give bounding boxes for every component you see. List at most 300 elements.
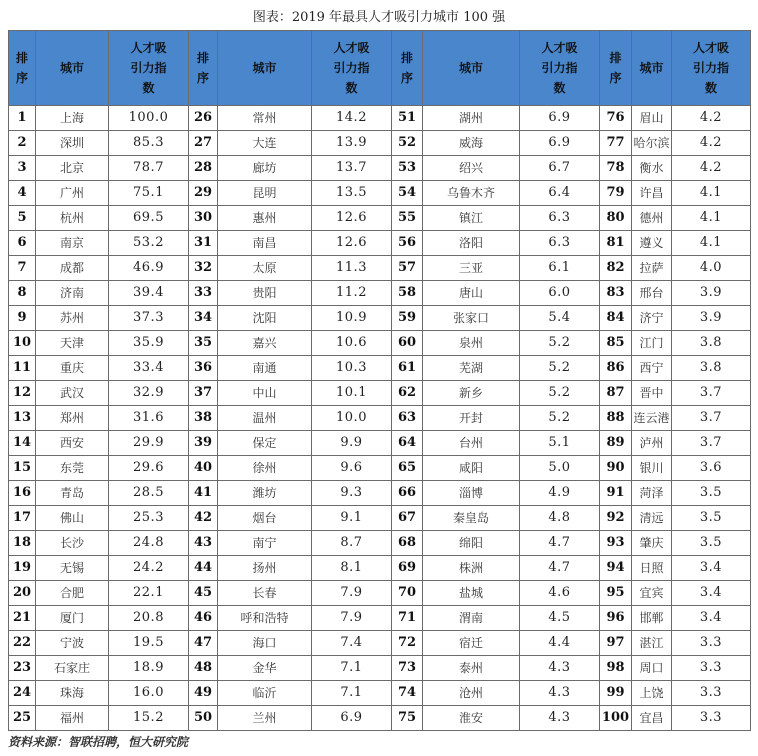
score-cell: 11.2 [312,281,392,306]
score-cell: 24.8 [109,531,189,556]
rank-cell: 24 [9,681,36,706]
rank-cell: 32 [189,256,218,281]
city-cell: 台州 [423,431,520,456]
city-cell: 湛江 [632,631,672,656]
score-cell: 3.9 [672,281,751,306]
score-cell: 13.7 [312,156,392,181]
city-cell: 张家口 [423,306,520,331]
score-cell: 18.9 [109,656,189,681]
score-cell: 10.3 [312,356,392,381]
table-row [9,156,751,181]
city-cell: 芜湖 [423,356,520,381]
score-cell: 3.5 [672,531,751,556]
city-cell: 沈阳 [218,306,312,331]
table-row [9,256,751,281]
header-score: 人才吸 引力指 数 [109,31,189,106]
table-row [9,231,751,256]
rank-cell: 27 [189,131,218,156]
score-cell: 10.6 [312,331,392,356]
table-row [9,556,751,581]
score-cell: 6.4 [520,181,600,206]
rank-cell: 33 [189,281,218,306]
rank-cell: 62 [392,381,423,406]
rank-cell: 59 [392,306,423,331]
score-cell: 4.2 [672,156,751,181]
rank-cell: 93 [600,531,632,556]
table-row [9,306,751,331]
rank-cell: 69 [392,556,423,581]
rank-cell: 22 [9,631,36,656]
score-cell: 5.2 [520,331,600,356]
city-cell: 三亚 [423,256,520,281]
score-cell: 7.1 [312,656,392,681]
rank-cell: 90 [600,456,632,481]
rank-cell: 12 [9,381,36,406]
score-cell: 32.9 [109,381,189,406]
header-city: 城市 [632,31,672,106]
score-cell: 9.6 [312,456,392,481]
table-row [9,331,751,356]
city-cell: 保定 [218,431,312,456]
city-cell: 济宁 [632,306,672,331]
rank-cell: 82 [600,256,632,281]
city-cell: 石家庄 [36,656,109,681]
score-cell: 6.9 [520,106,600,131]
rank-cell: 6 [9,231,36,256]
city-cell: 合肥 [36,581,109,606]
score-cell: 8.7 [312,531,392,556]
rank-cell: 77 [600,131,632,156]
header-rank: 排 序 [9,31,36,106]
score-cell: 4.8 [520,506,600,531]
city-cell: 眉山 [632,106,672,131]
score-cell: 6.1 [520,256,600,281]
city-cell: 东莞 [36,456,109,481]
score-cell: 53.2 [109,231,189,256]
city-cell: 沧州 [423,681,520,706]
rank-cell: 30 [189,206,218,231]
score-cell: 4.4 [520,631,600,656]
rank-cell: 79 [600,181,632,206]
rank-cell: 29 [189,181,218,206]
table-row [9,206,751,231]
city-cell: 成都 [36,256,109,281]
city-cell: 渭南 [423,606,520,631]
header-score: 人才吸 引力指 数 [672,31,751,106]
rank-cell: 8 [9,281,36,306]
city-cell: 郑州 [36,406,109,431]
rank-cell: 58 [392,281,423,306]
rank-cell: 89 [600,431,632,456]
table-row [9,631,751,656]
table-body [9,106,751,731]
score-cell: 16.0 [109,681,189,706]
city-cell: 威海 [423,131,520,156]
rank-cell: 88 [600,406,632,431]
city-cell: 天津 [36,331,109,356]
city-cell: 金华 [218,656,312,681]
rank-cell: 99 [600,681,632,706]
city-cell: 长沙 [36,531,109,556]
rank-cell: 50 [189,706,218,731]
score-cell: 25.3 [109,506,189,531]
rank-cell: 64 [392,431,423,456]
score-cell: 3.5 [672,481,751,506]
header-city: 城市 [36,31,109,106]
score-cell: 4.5 [520,606,600,631]
rank-cell: 41 [189,481,218,506]
score-cell: 14.2 [312,106,392,131]
score-cell: 9.1 [312,506,392,531]
city-cell: 海口 [218,631,312,656]
score-cell: 20.8 [109,606,189,631]
score-cell: 3.3 [672,706,751,731]
city-cell: 泰州 [423,656,520,681]
score-cell: 6.9 [520,131,600,156]
city-cell: 常州 [218,106,312,131]
rank-cell: 34 [189,306,218,331]
table-row [9,431,751,456]
city-cell: 邯郸 [632,606,672,631]
table-row [9,606,751,631]
city-cell: 肇庆 [632,531,672,556]
score-cell: 28.5 [109,481,189,506]
rank-cell: 54 [392,181,423,206]
rank-cell: 51 [392,106,423,131]
rank-cell: 81 [600,231,632,256]
city-cell: 太原 [218,256,312,281]
rank-cell: 80 [600,206,632,231]
score-cell: 6.3 [520,231,600,256]
score-cell: 78.7 [109,156,189,181]
table-row [9,131,751,156]
city-cell: 长春 [218,581,312,606]
city-cell: 西宁 [632,356,672,381]
rank-cell: 96 [600,606,632,631]
city-cell: 烟台 [218,506,312,531]
table-row [9,181,751,206]
score-cell: 3.3 [672,631,751,656]
rank-cell: 71 [392,606,423,631]
rank-cell: 78 [600,156,632,181]
score-cell: 24.2 [109,556,189,581]
score-cell: 3.3 [672,681,751,706]
rank-cell: 68 [392,531,423,556]
score-cell: 3.6 [672,456,751,481]
table-row [9,381,751,406]
rank-cell: 95 [600,581,632,606]
city-cell: 洛阳 [423,231,520,256]
score-cell: 4.2 [672,106,751,131]
rank-cell: 57 [392,256,423,281]
score-cell: 5.2 [520,406,600,431]
rank-cell: 60 [392,331,423,356]
city-cell: 深圳 [36,131,109,156]
rank-cell: 46 [189,606,218,631]
rank-cell: 20 [9,581,36,606]
score-cell: 9.9 [312,431,392,456]
score-cell: 35.9 [109,331,189,356]
rank-cell: 1 [9,106,36,131]
rank-cell: 43 [189,531,218,556]
city-cell: 潍坊 [218,481,312,506]
score-cell: 19.5 [109,631,189,656]
score-cell: 3.9 [672,306,751,331]
city-cell: 哈尔滨 [632,131,672,156]
city-cell: 泸州 [632,431,672,456]
score-cell: 5.1 [520,431,600,456]
score-cell: 7.9 [312,606,392,631]
rank-cell: 53 [392,156,423,181]
score-cell: 37.3 [109,306,189,331]
header-rank: 排 序 [392,31,423,106]
rank-cell: 87 [600,381,632,406]
table-row [9,481,751,506]
score-cell: 5.0 [520,456,600,481]
rank-cell: 13 [9,406,36,431]
city-cell: 南昌 [218,231,312,256]
city-cell: 广州 [36,181,109,206]
rank-cell: 28 [189,156,218,181]
city-cell: 唐山 [423,281,520,306]
score-cell: 85.3 [109,131,189,156]
city-cell: 惠州 [218,206,312,231]
rank-cell: 86 [600,356,632,381]
city-cell: 开封 [423,406,520,431]
score-cell: 3.7 [672,381,751,406]
city-cell: 绵阳 [423,531,520,556]
score-cell: 3.8 [672,356,751,381]
rank-cell: 83 [600,281,632,306]
score-cell: 100.0 [109,106,189,131]
score-cell: 4.3 [520,656,600,681]
rank-cell: 25 [9,706,36,731]
rank-cell: 92 [600,506,632,531]
rank-cell: 76 [600,106,632,131]
city-cell: 大连 [218,131,312,156]
score-cell: 10.0 [312,406,392,431]
city-cell: 江门 [632,331,672,356]
rank-cell: 5 [9,206,36,231]
score-cell: 5.4 [520,306,600,331]
score-cell: 69.5 [109,206,189,231]
rank-cell: 26 [189,106,218,131]
rank-cell: 4 [9,181,36,206]
city-cell: 泉州 [423,331,520,356]
rank-cell: 49 [189,681,218,706]
rank-cell: 47 [189,631,218,656]
rank-cell: 70 [392,581,423,606]
rank-cell: 56 [392,231,423,256]
score-cell: 4.6 [520,581,600,606]
source-note: 资料来源：智联招聘，恒大研究院 [8,735,189,749]
city-cell: 宁波 [36,631,109,656]
rank-cell: 23 [9,656,36,681]
rank-cell: 3 [9,156,36,181]
score-cell: 7.9 [312,581,392,606]
rank-cell: 17 [9,506,36,531]
score-cell: 22.1 [109,581,189,606]
header-rank: 排 序 [600,31,632,106]
score-cell: 3.4 [672,606,751,631]
city-cell: 淄博 [423,481,520,506]
city-cell: 秦皇岛 [423,506,520,531]
rank-cell: 74 [392,681,423,706]
table-row [9,356,751,381]
city-cell: 福州 [36,706,109,731]
city-cell: 青岛 [36,481,109,506]
rank-cell: 100 [600,706,632,731]
table-row [9,506,751,531]
rank-cell: 45 [189,581,218,606]
rank-cell: 10 [9,331,36,356]
score-cell: 12.6 [312,206,392,231]
city-cell: 上海 [36,106,109,131]
header-rank: 排 序 [189,31,218,106]
score-cell: 13.9 [312,131,392,156]
city-cell: 德州 [632,206,672,231]
city-cell: 珠海 [36,681,109,706]
rank-cell: 61 [392,356,423,381]
score-cell: 15.2 [109,706,189,731]
score-cell: 10.1 [312,381,392,406]
rank-cell: 39 [189,431,218,456]
score-cell: 9.3 [312,481,392,506]
score-cell: 29.6 [109,456,189,481]
score-cell: 4.1 [672,181,751,206]
city-cell: 温州 [218,406,312,431]
header-city: 城市 [423,31,520,106]
table-row [9,681,751,706]
score-cell: 4.1 [672,231,751,256]
rank-cell: 35 [189,331,218,356]
city-cell: 绍兴 [423,156,520,181]
table-row [9,456,751,481]
city-cell: 晋中 [632,381,672,406]
city-cell: 宜昌 [632,706,672,731]
city-cell: 新乡 [423,381,520,406]
city-cell: 菏泽 [632,481,672,506]
rank-cell: 66 [392,481,423,506]
city-cell: 济南 [36,281,109,306]
table-row [9,706,751,731]
rank-cell: 55 [392,206,423,231]
table-row [9,406,751,431]
score-cell: 46.9 [109,256,189,281]
city-cell: 北京 [36,156,109,181]
rank-cell: 63 [392,406,423,431]
rank-cell: 14 [9,431,36,456]
city-cell: 徐州 [218,456,312,481]
rank-cell: 21 [9,606,36,631]
rank-cell: 11 [9,356,36,381]
city-cell: 湖州 [423,106,520,131]
city-cell: 佛山 [36,506,109,531]
city-cell: 苏州 [36,306,109,331]
score-cell: 5.2 [520,356,600,381]
header-score: 人才吸 引力指 数 [520,31,600,106]
rank-cell: 7 [9,256,36,281]
rank-cell: 18 [9,531,36,556]
city-cell: 许昌 [632,181,672,206]
rank-cell: 38 [189,406,218,431]
score-cell: 12.6 [312,231,392,256]
score-cell: 6.3 [520,206,600,231]
city-cell: 杭州 [36,206,109,231]
score-cell: 3.8 [672,331,751,356]
score-cell: 11.3 [312,256,392,281]
city-cell: 西安 [36,431,109,456]
score-cell: 33.4 [109,356,189,381]
table-row [9,281,751,306]
score-cell: 4.0 [672,256,751,281]
city-cell: 清远 [632,506,672,531]
rank-cell: 97 [600,631,632,656]
table-row [9,531,751,556]
score-cell: 75.1 [109,181,189,206]
score-cell: 3.4 [672,556,751,581]
rank-cell: 84 [600,306,632,331]
city-cell: 扬州 [218,556,312,581]
score-cell: 5.2 [520,381,600,406]
score-cell: 3.7 [672,431,751,456]
rank-cell: 98 [600,656,632,681]
rank-cell: 94 [600,556,632,581]
city-cell: 遵义 [632,231,672,256]
score-cell: 4.9 [520,481,600,506]
rank-cell: 67 [392,506,423,531]
city-cell: 呼和浩特 [218,606,312,631]
table-title: 图表：2019 年最具人才吸引力城市 100 强 [252,10,506,25]
score-cell: 29.9 [109,431,189,456]
city-cell: 盐城 [423,581,520,606]
score-cell: 6.0 [520,281,600,306]
score-cell: 3.3 [672,656,751,681]
city-cell: 宜宾 [632,581,672,606]
city-cell: 昆明 [218,181,312,206]
ranking-table [8,30,751,731]
rank-cell: 85 [600,331,632,356]
city-cell: 廊坊 [218,156,312,181]
rank-cell: 36 [189,356,218,381]
rank-cell: 37 [189,381,218,406]
score-cell: 6.7 [520,156,600,181]
city-cell: 株洲 [423,556,520,581]
score-cell: 31.6 [109,406,189,431]
city-cell: 连云港 [632,406,672,431]
score-cell: 7.4 [312,631,392,656]
city-cell: 上饶 [632,681,672,706]
rank-cell: 75 [392,706,423,731]
score-cell: 4.7 [520,556,600,581]
rank-cell: 31 [189,231,218,256]
rank-cell: 40 [189,456,218,481]
city-cell: 拉萨 [632,256,672,281]
city-cell: 镇江 [423,206,520,231]
city-cell: 南京 [36,231,109,256]
rank-cell: 9 [9,306,36,331]
score-cell: 3.7 [672,406,751,431]
city-cell: 南通 [218,356,312,381]
header-score: 人才吸 引力指 数 [312,31,392,106]
rank-cell: 72 [392,631,423,656]
city-cell: 邢台 [632,281,672,306]
score-cell: 7.1 [312,681,392,706]
score-cell: 3.5 [672,506,751,531]
rank-cell: 2 [9,131,36,156]
rank-cell: 48 [189,656,218,681]
city-cell: 临沂 [218,681,312,706]
